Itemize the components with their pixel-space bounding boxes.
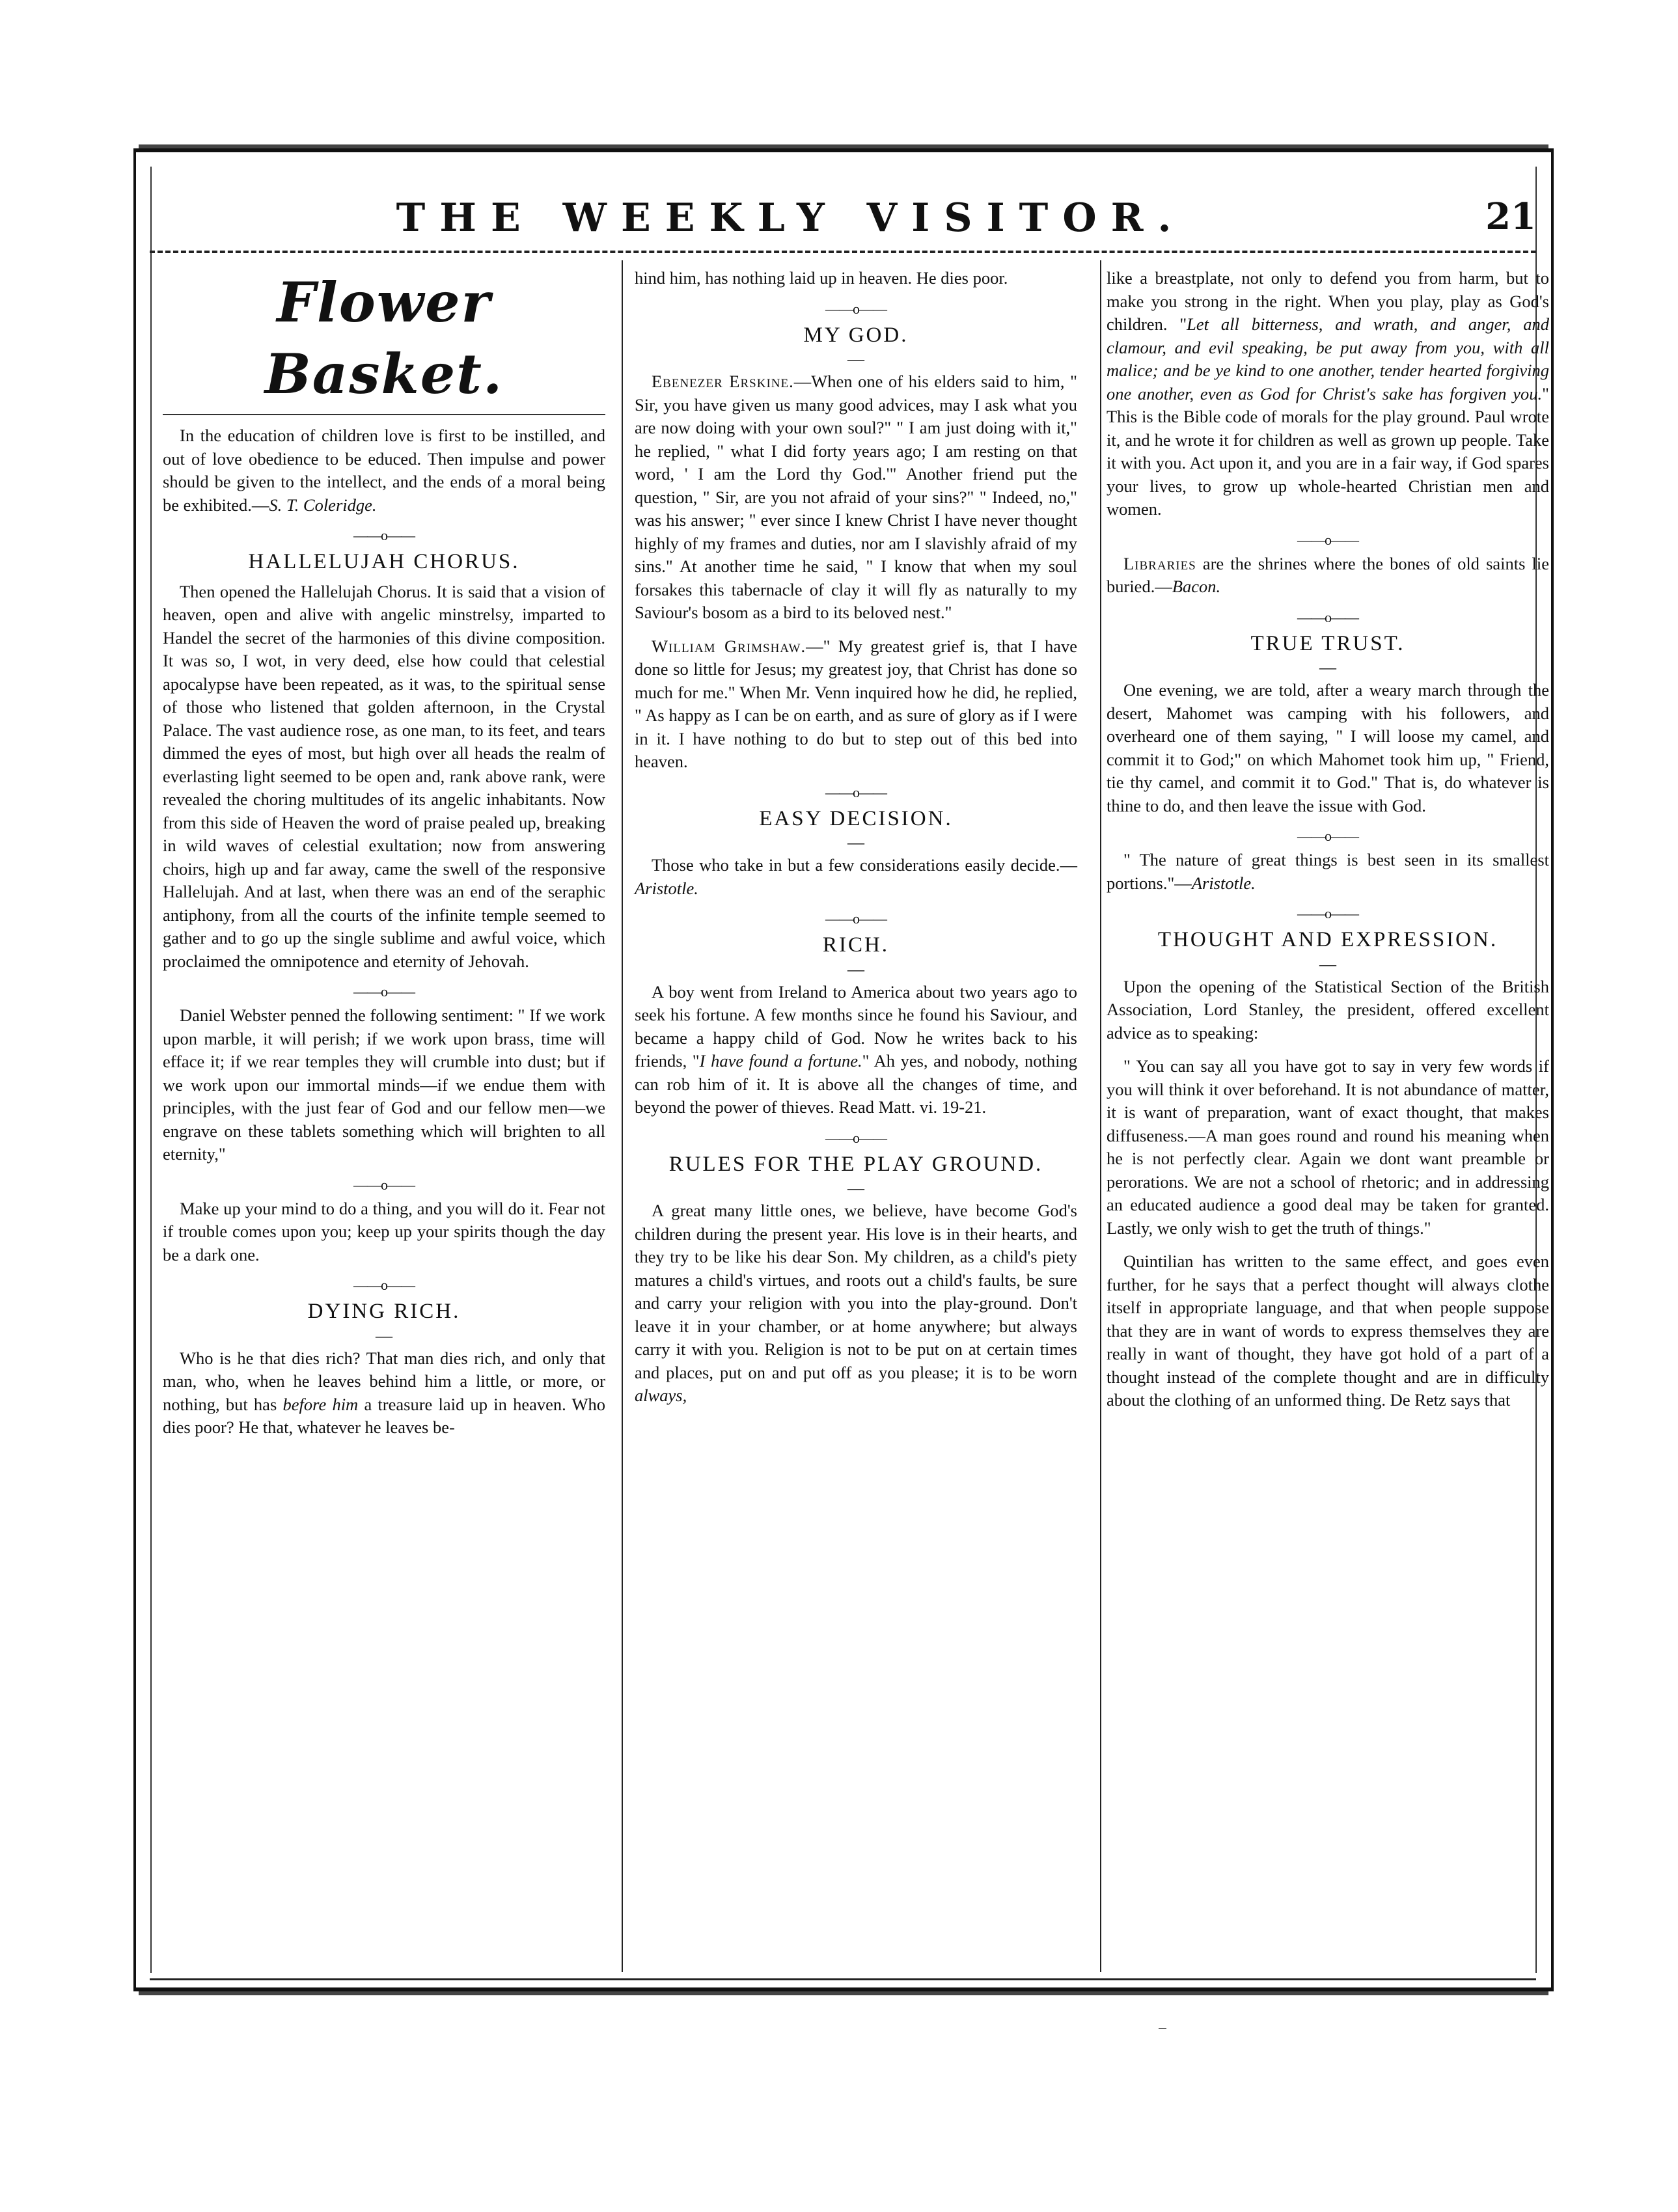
paragraph-dying-rich: Who is he that dies rich? That man dies rich, and only that man, who, when he leaves behind him a little, or more, or nothing, but has before him a treasure laid up in heaven. Who dies poor? He that, whatever he leaves be- (163, 1348, 606, 1437)
paragraph-rules-play-ground: A great many little ones, we believe, have become God's children during the present year. His love is in their hearts, and they try to be like his dear Son. My children, as a child's piety matures a child's virtues, and roots out a child's faults, be sure and carry your religion with you into the play-ground. Don't leave it in your chamber, or at home anywhere; but always carry it with you. Religion is not to be put on at certain times and places, put on and put off as you please; it is to be worn always, (635, 1201, 1077, 1405)
separator: ——o—— (353, 1277, 415, 1293)
paragraph-rich: A boy went from Ireland to America about two years ago to seek his fortune. A few months since he found his Saviour, and became a happy child of God. Now he writes back to his friends, "I have found a fortune." Ah yes, and nobody, nothing can rob him of it. It is above all the changes of time, and beyond the power of thieves. Read Matt. vi. 19-21. (635, 981, 1077, 1117)
separator: ——o—— (1297, 531, 1358, 548)
column-rule (622, 260, 623, 1972)
heading-rules-play-ground: RULES FOR THE PLAY GROUND. (668, 1152, 1043, 1176)
footer-mark (1159, 2028, 1166, 2029)
column-3 (1107, 267, 1549, 1423)
short-rule: — (847, 1179, 864, 1197)
column-2 (635, 267, 1077, 1418)
paragraph-grimshaw: William Grimshaw.—" My greatest grief is, that I have done so little for Jesus; my greatest joy, that Christ has done so much for me." When Mr. Venn inquired how he did, he replied, " As happy as I can be on earth, and as sure of glory as if I were in it. I have nothing to do but to step out of this bed into heaven. (635, 636, 1077, 771)
page-number: 21 (1485, 195, 1536, 238)
paragraph-true-trust: One evening, we are told, after a weary march through the desert, Mahomet was camping with his followers, and overheard one of them saying, " I will loose my camel, and commit it to God;" on which Mahomet took him up, " Friend, tie thy camel, and commit it to God." That is, do whatever is thine to do, and then leave the issue with God. (1107, 680, 1549, 815)
masthead-rule (150, 251, 1536, 253)
separator: ——o—— (1297, 905, 1358, 922)
separator: ——o—— (353, 983, 415, 1000)
short-rule: — (1319, 658, 1336, 677)
paragraph-coleridge: In the education of children love is first to be instilled, and out of love obedience to be educed. Then impulse and power should be given to the intellect, and the ends of a moral being be exhibited.—S. T. Coleridge. (163, 426, 605, 515)
heading-dying-rich: DYING RICH. (307, 1300, 461, 1323)
paragraph-easy-decision: Those who take in but a few considerations easily decide.—Aristotle. (635, 855, 1077, 898)
section-title-flower-basket: Flower Basket. (264, 270, 504, 406)
separator: ——o—— (1297, 608, 1358, 625)
separator: ——o—— (825, 784, 887, 800)
short-rule: — (847, 833, 864, 852)
heading-easy-decision: EASY DECISION. (759, 806, 953, 830)
heading-rich: RICH. (822, 933, 890, 957)
paragraph-nature: " The nature of great things is best seen in its smallest portions."—Aristotle. (1107, 850, 1549, 893)
separator: ——o—— (353, 527, 415, 543)
newspaper-title: THE WEEKLY VISITOR. (396, 195, 1186, 241)
divider (163, 414, 605, 415)
paragraph-quintilian: Quintilian has written to the same effect, and goes even further, for he says that a perfect thought will always clothe itself in appropriate language, and that when people suppose that they are in want of words to express themselves they are really in want of thought, they have got hold of a part of a thought instead of the complete thought and are in difficulty about the clothing of an unformed thing. De Retz says that (1107, 1251, 1549, 1410)
column-1 (163, 267, 605, 1450)
separator: ——o—— (1297, 828, 1358, 844)
heading-thought-expression: THOUGHT AND EXPRESSION. (1157, 928, 1498, 951)
separator: ——o—— (825, 300, 887, 317)
footer-rule (150, 1978, 1536, 1980)
short-rule: — (376, 1326, 392, 1345)
paragraph-stanley-quote: " You can say all you have got to say in very few words if you will think it over beforehand. It is not abundance of matter, it is want of preparation, want of exact thought, that makes diffuseness.—A man goes round and round his meaning when he is not perfectly clear. Again we dont want preamble or perorations. We are not a school of rhetoric; and in addressing an educated audience a good deal may be taken for granted. Lastly, we only wish to get the truth of things." (1107, 1056, 1549, 1238)
heading-my-god: MY GOD. (803, 323, 909, 347)
heading-hallelujah-chorus: HALLELUJAH CHORUS. (248, 550, 520, 573)
paragraph-libraries: Libraries are the shrines where the bones of old saints lie buried.—Bacon. (1107, 553, 1549, 596)
short-rule: — (847, 959, 864, 979)
paragraph-stanley: Upon the opening of the Statistical Section of the British Association, Lord Stanley, the president, offered excellent advice as to speaking: (1107, 976, 1549, 1043)
paragraph-webster: Daniel Webster penned the following sentiment: " If we work upon marble, it will perish; if we work upon brass, time will efface it; if we rear temples they will crumble into dust; but if we work upon our immortal minds—if we endue them with principles, with the just fear of God and our fellow men—we engrave on these tablets something which will brighten to all eternity," (163, 1005, 605, 1164)
paragraph-erskine: Ebenezer Erskine.—When one of his elders said to him, " Sir, you have given us many good advices, may I ask what you are now doing with your own soul?" " I am just doing with it," he replied, " what I did forty years ago; I am resting on that word, ' I am the Lord thy God.'" Another friend put the question, " Sir, are you not afraid of your sins?" " Indeed, no," was his answer; " ever since I knew Christ I have never thought highly of my frames and duties, nor am I slavishly afraid of my sins." At another time he said, " I know that when my soul forsakes this tabernacle of clay it will fly as naturally to my Saviour's bosom as a bird to its beloved nest." (635, 372, 1077, 622)
paragraph-continuation: hind him, has nothing laid up in heaven. He dies poor. (635, 268, 1008, 288)
separator: ——o—— (825, 910, 887, 927)
paragraph-hallelujah: Then opened the Hallelujah Chorus. It is said that a vision of heaven, open and alive with angelic minstrelsy, imparted to Handel the secret of the harmonies of this divine composition. It was so, I wot, in very deed, else how could that celestial apocalypse have been repeated, as it was, to the spiritual sense of those who listened that golden afternoon, in the Crystal Palace. The vast audience rose, as one man, to its feet, and tears dimmed the eyes of most, but high over all heads the realm of everlasting light seemed to be open and, rank above rank, were revealed the choring multitudes of its angelic inhabitants. Now from this side of Heaven the word of praise pealed up, breaking in wild waves of celestial exultation; now from answering choirs, high up and far away, came the swell of the responsive Hallelujah. And at last, when there was an end of the seraphic antiphony, from all the courts of the infinite temple seemed to gather and to go up the single sublime and awful voice, which proclaimed the omnipotence and eternity of Jehovah. (163, 581, 605, 971)
short-rule: — (1319, 954, 1336, 974)
paragraph-make-up-mind: Make up your mind to do a thing, and you will do it. Fear not if trouble comes upon you; keep up your spirits though the day be a dark one. (163, 1198, 605, 1264)
paragraph-continuation: like a breastplate, not only to defend you from harm, but to make you strong in the right. When you play, play as God's children. "Let all bitterness, and wrath, and anger, and clamour, and evil speaking, be put away from you, with all malice; and be ye kind to one another, tender hearted forgiving one another, even as God for Christ's sake has forgiven you." This is the Bible code of morals for the play ground. Paul wrote it, and he wrote it for children as well as grown up people. Take it with you. Act upon it, and you are in a fair way, if God spares your lives, to grow up whole-hearted Christian men and women. (1107, 268, 1549, 519)
separator: ——o—— (825, 1129, 887, 1146)
heading-true-trust: TRUE TRUST. (1250, 631, 1405, 655)
column-rule (1100, 260, 1101, 1972)
masthead (150, 195, 1536, 247)
separator: ——o—— (353, 1176, 415, 1193)
short-rule: — (847, 349, 864, 368)
